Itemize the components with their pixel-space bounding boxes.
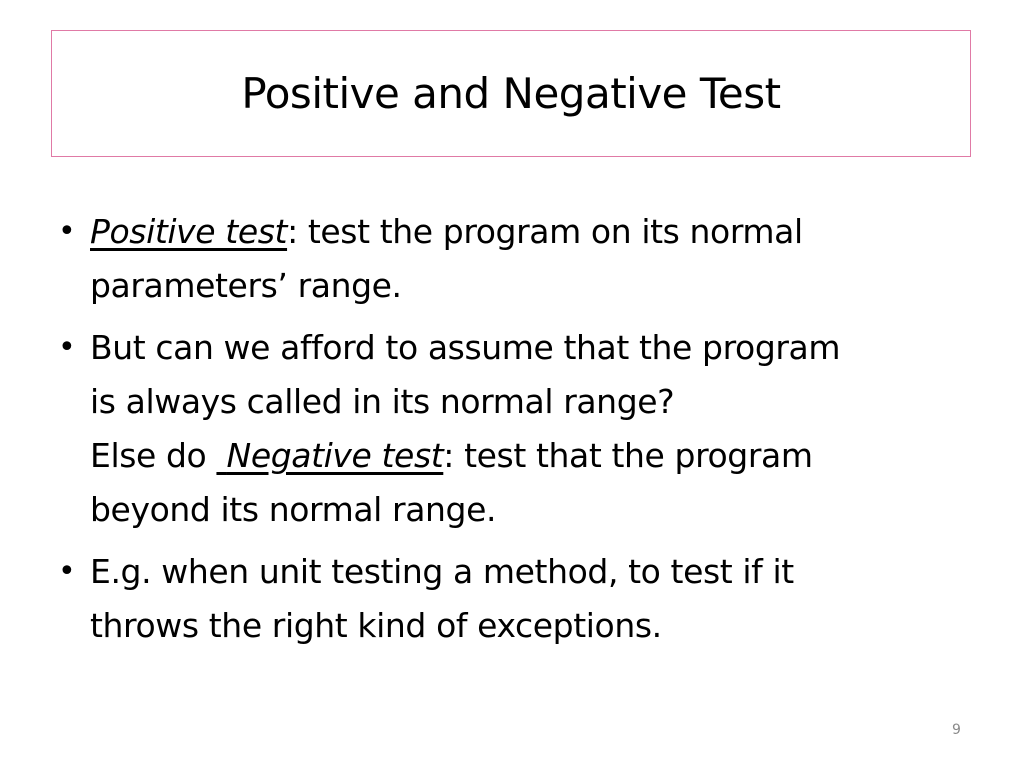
term-positive-test: Positive test — [90, 212, 288, 251]
page-number: 9 — [952, 722, 961, 738]
bullet-dot: • — [58, 214, 76, 249]
bullet-line — [90, 205, 952, 259]
bullet-list — [52, 205, 952, 661]
bullet-line: beyond its normal range. — [90, 490, 497, 529]
slide-title: Positive and Negative Test — [241, 68, 781, 118]
bullet-item-example — [52, 545, 952, 653]
bullet-item-negative-test — [52, 321, 952, 537]
bullet-line: is always called in its normal range? — [90, 382, 675, 421]
underline-gap — [216, 436, 226, 475]
bullet-line: throws the right kind of exceptions. — [90, 606, 662, 645]
bullet-line: But can we afford to assume that the program — [90, 328, 841, 367]
bullet-line — [90, 429, 952, 483]
bullet-text: : test that the program — [443, 436, 813, 475]
bullet-dot: • — [58, 330, 76, 365]
bullet-text: : test the program on its normal — [287, 212, 803, 251]
bullet-dot: • — [58, 554, 76, 589]
bullet-text: Else do — [90, 436, 217, 475]
term-negative-test: Negative test — [226, 436, 444, 475]
bullet-line: parameters’ range. — [90, 266, 402, 305]
bullet-item-positive-test — [52, 205, 952, 313]
bullet-line: E.g. when unit testing a method, to test if it — [90, 552, 794, 591]
title-box — [51, 30, 971, 157]
